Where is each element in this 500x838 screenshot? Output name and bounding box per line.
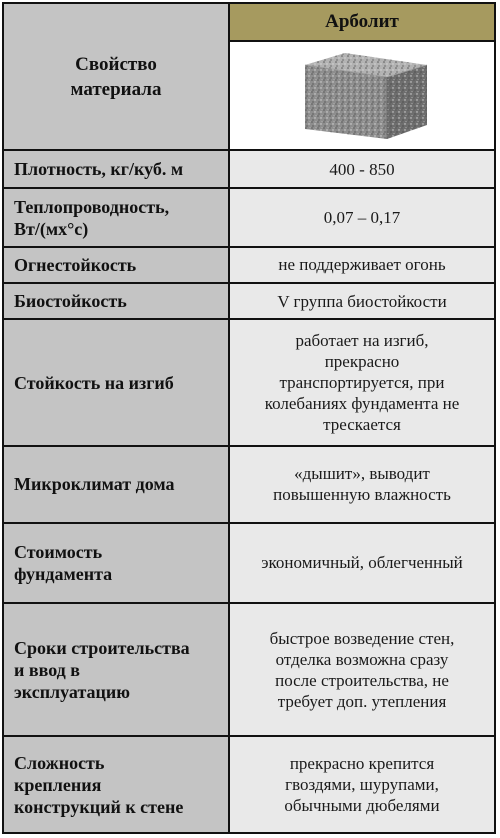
material-name-header: Арболит [230, 4, 494, 40]
property-value: работает на изгиб, прекрасно транспортируется, при колебаниях фундамента не трескается [230, 320, 494, 445]
property-value: экономичный, облегченный [230, 524, 494, 603]
comparison-table [2, 2, 496, 834]
property-value: не поддерживает огонь [230, 248, 494, 282]
property-value: V группа биостойкости [230, 284, 494, 318]
property-value: 0,07 – 0,17 [230, 189, 494, 245]
table-row [4, 284, 494, 318]
header-row [4, 4, 494, 40]
property-label: Сложность крепления конструкций к стене [4, 737, 228, 832]
table-row [4, 524, 494, 603]
property-label: Стойкость на изгиб [4, 320, 228, 445]
property-label: Микроклимат дома [4, 447, 228, 522]
comparison-table-frame [2, 2, 496, 834]
property-label: Биостойкость [4, 284, 228, 318]
material-image-cell [230, 42, 494, 149]
table-row [4, 447, 494, 522]
table-row [4, 248, 494, 282]
table-row [4, 604, 494, 735]
property-label: Плотность, кг/куб. м [4, 151, 228, 187]
property-label: Огнестойкость [4, 248, 228, 282]
table-row [4, 151, 494, 187]
table-row [4, 189, 494, 245]
table-row [4, 320, 494, 445]
property-value: 400 - 850 [230, 151, 494, 187]
property-value: быстрое возведение стен, отделка возможна сразу после строительства, не требует доп. утепления [230, 604, 494, 735]
property-label: Сроки строительства и ввод в эксплуатацию [4, 604, 228, 735]
property-label: Стоимость фундамента [4, 524, 228, 603]
arbolit-block-icon [287, 49, 437, 143]
table-row [4, 737, 494, 832]
property-column-header: Свойство материала [4, 4, 228, 149]
property-label: Теплопроводность, Вт/(мх°с) [4, 189, 228, 245]
property-value: «дышит», выводит повышенную влажность [230, 447, 494, 522]
property-value: прекрасно крепится гвоздями, шурупами, обычными дюбелями [230, 737, 494, 832]
